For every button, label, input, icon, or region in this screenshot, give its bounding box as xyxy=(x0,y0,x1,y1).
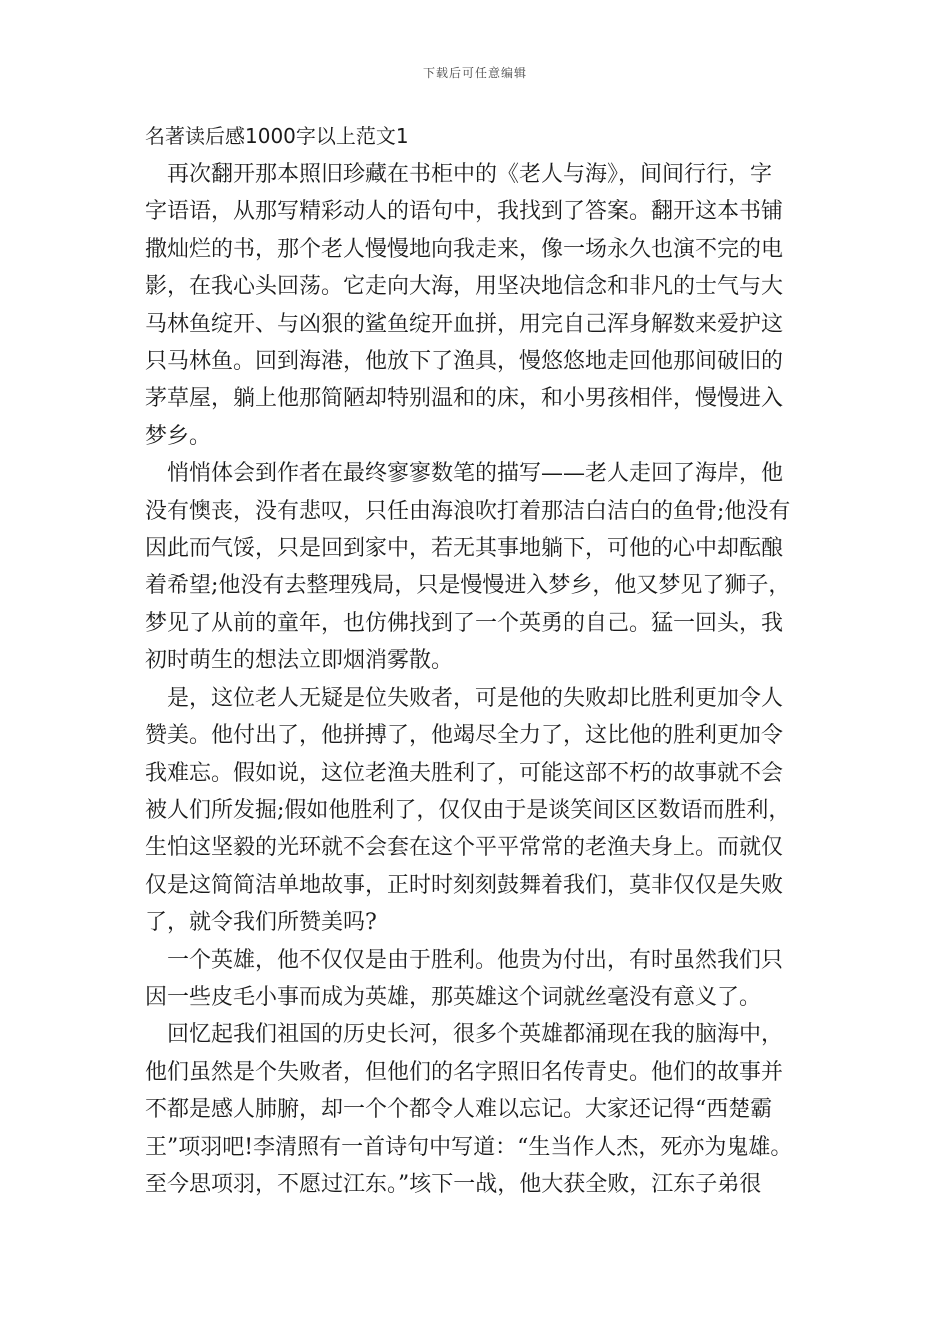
paragraph xyxy=(145,1016,835,1203)
paragraph-line: 他们虽然是个失败者，但他们的名字照旧名传青史。他们的故事并 xyxy=(145,1059,784,1085)
document-title: 名著读后感1000字以上范文1 xyxy=(145,124,409,148)
paragraph xyxy=(145,156,835,455)
paragraph-line: 了，就令我们所赞美吗? xyxy=(145,910,377,936)
paragraph-line: 影，在我心头回荡。它走向大海，用坚决地信念和非凡的士气与大 xyxy=(145,274,784,300)
paragraph xyxy=(145,680,835,942)
paragraph-line: 仅是这简简洁单地故事，正时时刻刻鼓舞着我们，莫非仅仅是失败 xyxy=(145,872,784,898)
paragraph-line: 赞美。他付出了，他拼搏了，他竭尽全力了，这比他的胜利更加令 xyxy=(145,723,784,749)
paragraph-line: 再次翻开那本照旧珍藏在书柜中的《老人与海》，间间行行，字 xyxy=(145,162,773,187)
paragraph-line: 茅草屋，躺上他那简陋却特别温和的床，和小男孩相伴，慢慢进入 xyxy=(145,386,784,412)
paragraph-line: 撒灿烂的书，那个老人慢慢地向我走来，像一场永久也演不完的电 xyxy=(145,236,784,262)
paragraph-line: 生怕这坚毅的光环就不会套在这个平平常常的老渔夫身上。而就仅 xyxy=(145,835,784,861)
paragraph-line: 至今思项羽，不愿过江东。”垓下一战，他大获全败，江东子弟很 xyxy=(145,1171,762,1197)
paragraph-line: 不都是感人肺腑，却一个个都令人难以忘记。大家还记得“西楚霸 xyxy=(145,1097,773,1123)
paragraph-line: 因此而气馁，只是回到家中，若无其事地躺下，可他的心中却酝酿 xyxy=(145,536,784,562)
paragraph-line: 马林鱼绽开、与凶狠的鲨鱼绽开血拼，用完自己浑身解数来爱护这 xyxy=(145,311,784,337)
paragraph-line: 一个英雄，他不仅仅是由于胜利。他贵为付出，有时虽然我们只 xyxy=(145,947,784,973)
paragraph-line: 梦见了从前的童年，也仿佛找到了一个英勇的自己。猛一回头，我 xyxy=(145,610,784,636)
paragraph-line: 王”项羽吧!李清照有一首诗句中写道：“生当作人杰，死亦为鬼雄。 xyxy=(145,1134,793,1160)
paragraph-line: 回忆起我们祖国的历史长河，很多个英雄都涌现在我的脑海中， xyxy=(145,1022,784,1048)
paragraph-line: 因一些皮毛小事而成为英雄，那英雄这个词就丝毫没有意义了。 xyxy=(145,984,762,1010)
paragraph-line: 字语语，从那写精彩动人的语句中，我找到了答案。翻开这本书铺 xyxy=(145,199,784,225)
header-note: 下载后可任意编辑 xyxy=(422,66,527,80)
paragraph-line: 只马林鱼。回到海港，他放下了渔具，慢悠悠地走回他那间破旧的 xyxy=(145,349,784,375)
paragraph-line: 被人们所发掘;假如他胜利了，仅仅由于是谈笑间区区数语而胜利， xyxy=(145,797,791,823)
paragraph xyxy=(145,942,835,1017)
paragraph-line: 着希望;他没有去整理残局，只是慢慢进入梦乡，他又梦见了狮子， xyxy=(145,573,791,599)
document-body xyxy=(145,156,835,1203)
paragraph-line: 悄悄体会到作者在最终寥寥数笔的描写——老人走回了海岸，他 xyxy=(145,461,784,487)
paragraph xyxy=(145,455,835,679)
paragraph-line: 我难忘。假如说，这位老渔夫胜利了，可能这部不朽的故事就不会 xyxy=(145,760,784,786)
paragraph-line: 是，这位老人无疑是位失败者，可是他的失败却比胜利更加令人 xyxy=(145,685,784,711)
paragraph-line: 梦乡。 xyxy=(145,423,212,449)
paragraph-line: 没有懊丧，没有悲叹，只任由海浪吹打着那洁白洁白的鱼骨;他没有 xyxy=(145,498,791,524)
paragraph-line: 初时萌生的想法立即烟消雾散。 xyxy=(145,648,454,674)
